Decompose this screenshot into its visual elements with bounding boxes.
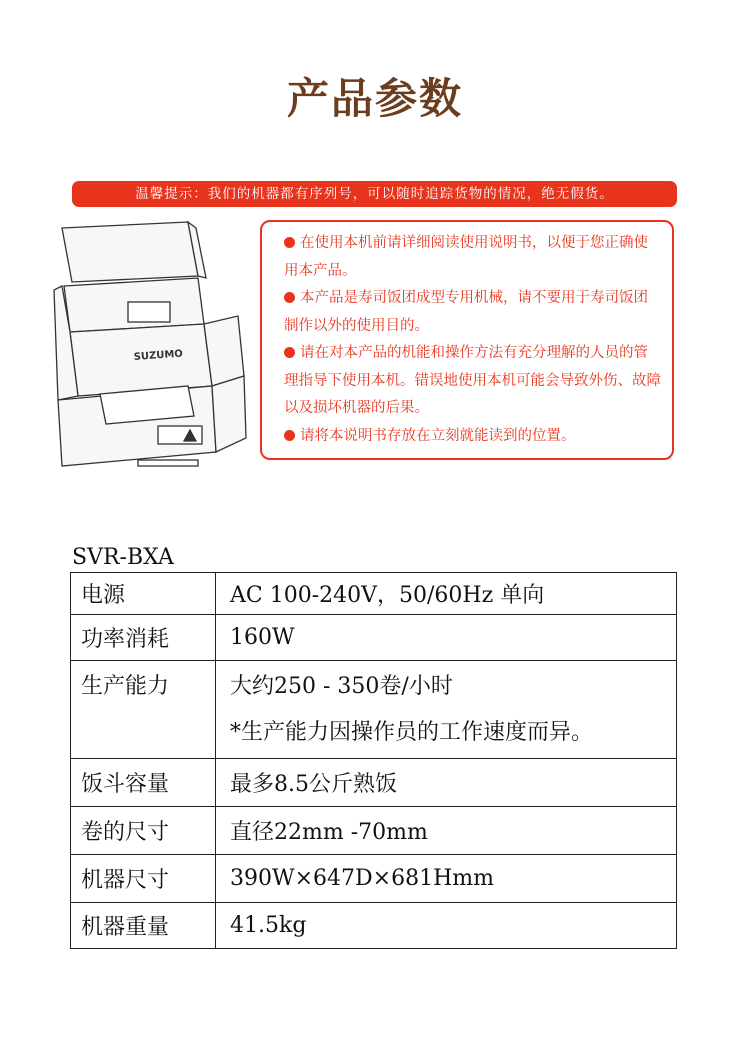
table-row [71, 661, 677, 759]
spec-value: 41.5kg [216, 903, 677, 949]
table-row [71, 903, 677, 949]
table-row [71, 807, 677, 855]
notice-text: 请将本说明书存放在立刻就能读到的位置。 [300, 427, 576, 444]
model-number: SVR-BXA [72, 545, 174, 570]
table-row [71, 573, 677, 615]
table-row [71, 855, 677, 903]
notice-item [284, 340, 662, 423]
bullet-icon [284, 347, 295, 358]
machine-brand-label: SUZUMO [133, 348, 184, 363]
bullet-icon [284, 430, 295, 441]
usage-notice-box [260, 220, 674, 460]
bullet-icon [284, 292, 295, 303]
table-row [71, 615, 677, 661]
machine-illustration [48, 216, 258, 478]
spec-label: 机器尺寸 [71, 855, 216, 903]
spec-label: 机器重量 [71, 903, 216, 949]
spec-note: *生产能力因操作员的工作速度而异。 [230, 719, 594, 745]
spec-value-multi [216, 661, 677, 759]
notice-item [284, 423, 662, 451]
notice-item [284, 285, 662, 340]
spec-value: 直径22mm -70mm [216, 807, 677, 855]
spec-label: 功率消耗 [71, 615, 216, 661]
spec-value: 大约250 - 350卷/小时 [230, 673, 453, 699]
notice-text: 本产品是寿司饭团成型专用机械，请不要用于寿司饭团制作以外的使用目的。 [284, 290, 648, 334]
warm-tip-banner: 温馨提示：我们的机器都有序列号，可以随时追踪货物的情况，绝无假货。 [72, 181, 677, 207]
spec-label: 生产能力 [71, 661, 216, 759]
spec-value: AC 100-240V，50/60Hz 单向 [216, 573, 677, 615]
spec-value: 最多8.5公斤熟饭 [216, 759, 677, 807]
notice-text: 在使用本机前请详细阅读使用说明书，以便于您正确使用本产品。 [284, 235, 648, 279]
notice-item [284, 230, 662, 285]
spec-value: 160W [216, 615, 677, 661]
spec-value: 390W×647D×681Hmm [216, 855, 677, 903]
notice-text: 请在对本产品的机能和操作方法有充分理解的人员的管理指导下使用本机。错误地使用本机可能会导致外伤、故障以及损坏机器的后果。 [284, 345, 661, 416]
spec-label: 电源 [71, 573, 216, 615]
spec-label: 饭斗容量 [71, 759, 216, 807]
spec-table [70, 572, 677, 949]
spec-label: 卷的尺寸 [71, 807, 216, 855]
bullet-icon [284, 237, 295, 248]
table-row [71, 759, 677, 807]
page-title: 产品参数 [286, 74, 463, 123]
